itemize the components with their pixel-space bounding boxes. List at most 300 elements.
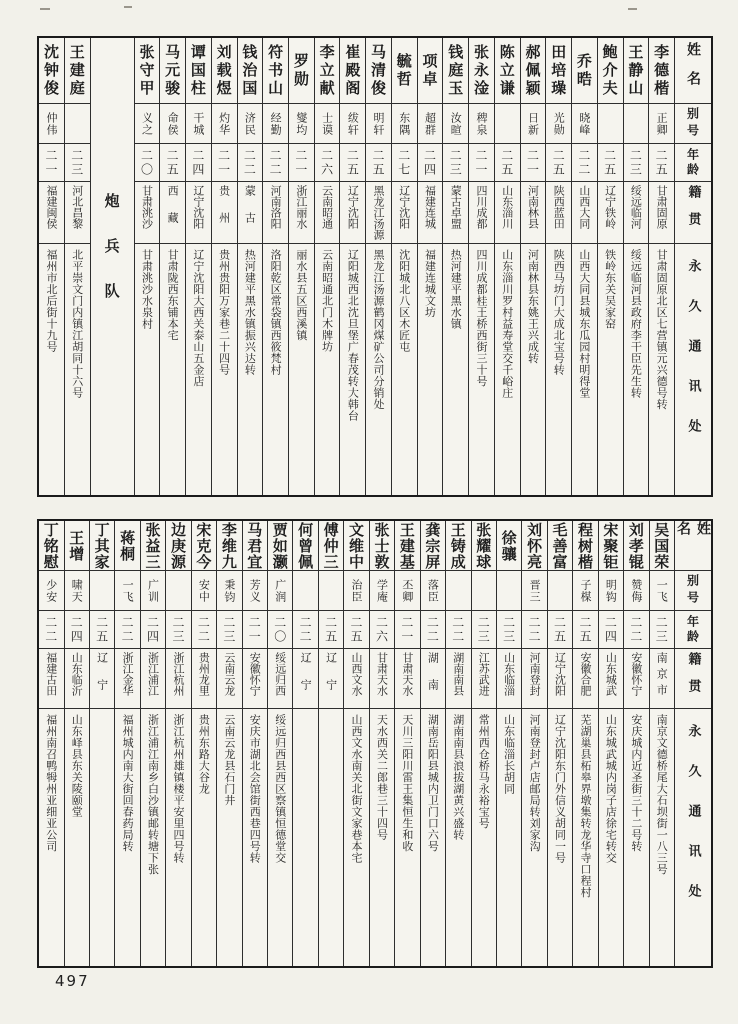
person-age: 二一 <box>43 148 58 177</box>
person-address: 铁岭东关吴家窑 <box>603 249 617 330</box>
native-place-cell <box>65 182 90 244</box>
roster-column <box>370 521 395 966</box>
roster-column <box>39 521 64 966</box>
native-place-cell <box>39 649 63 709</box>
person-age: 二五 <box>345 148 360 177</box>
header-name-label: 姓名 <box>675 521 711 550</box>
roster-column <box>421 521 446 966</box>
header-age-label-cell <box>675 611 711 649</box>
person-native-place: 蒙古 <box>243 185 257 239</box>
name-cell <box>90 521 114 571</box>
age-cell <box>166 611 190 649</box>
age-cell <box>192 611 216 649</box>
age-cell <box>135 144 160 182</box>
native-place-cell <box>340 182 365 244</box>
person-name: 吴国荣 <box>652 521 671 570</box>
age-cell <box>650 611 674 649</box>
alias-cell <box>624 571 648 611</box>
native-place-cell <box>192 649 216 709</box>
person-address: 山西文水南关北街文家巷本宅 <box>350 714 364 864</box>
person-age: 二五 <box>552 615 567 644</box>
person-name: 崔殿阁 <box>343 43 362 98</box>
header-age-label-cell <box>675 144 711 182</box>
person-alias: 超群 <box>423 111 437 136</box>
person-address: 天川三阳川雷王集恒生和收 <box>400 714 414 852</box>
address-cell <box>370 709 394 966</box>
alias-cell <box>395 571 419 611</box>
person-name: 马清俊 <box>369 43 388 98</box>
person-address: 甘肃陇西东铺本宅 <box>166 249 180 341</box>
address-cell <box>65 244 90 495</box>
roster-column <box>546 38 572 495</box>
person-native-place: 甘肃固原 <box>655 185 669 229</box>
header-address-label: 永久通讯处 <box>685 259 701 459</box>
person-native-place: 辽宁沈阳 <box>346 185 360 229</box>
native-place-cell <box>421 649 445 709</box>
name-cell <box>166 521 190 571</box>
roster-column <box>160 38 186 495</box>
name-cell <box>472 521 496 571</box>
alias-cell <box>90 571 114 611</box>
address-cell <box>160 244 185 495</box>
person-address: 安庆市湖北会馆街西巷四号转 <box>248 714 262 864</box>
native-place-cell <box>418 182 443 244</box>
name-cell <box>649 38 674 104</box>
alias-cell <box>624 104 649 144</box>
native-place-cell <box>392 182 417 244</box>
person-address: 芜湖巢县柘皋界墩集转龙华寺口程村 <box>578 714 592 898</box>
section-divider-column <box>91 38 135 495</box>
person-name: 郝佩颖 <box>523 43 542 98</box>
header-column <box>675 521 711 966</box>
native-place-cell <box>624 649 648 709</box>
header-alias-label-cell <box>675 104 711 144</box>
person-name: 文维中 <box>347 521 366 570</box>
person-address: 绥远临河县政府李干臣先生转 <box>629 249 643 399</box>
age-cell <box>522 611 546 649</box>
native-place-cell <box>166 649 190 709</box>
age-cell <box>344 611 368 649</box>
name-cell <box>115 521 139 571</box>
address-cell <box>366 244 391 495</box>
person-age: 二一 <box>247 615 262 644</box>
person-address: 山东淄川罗村益寿堂交千峪庄 <box>500 249 514 399</box>
person-age: 二五 <box>551 148 566 177</box>
alias-cell <box>546 104 571 144</box>
name-cell <box>573 521 597 571</box>
roster-column <box>289 38 315 495</box>
age-cell <box>573 611 597 649</box>
header-native-label: 籍贯 <box>685 652 701 706</box>
person-native-place: 辽宁沈阳 <box>397 185 411 229</box>
person-age: 二三 <box>476 615 491 644</box>
person-age: 二二 <box>425 615 440 644</box>
person-alias: 少安 <box>44 578 58 603</box>
age-cell <box>319 611 343 649</box>
roster-column <box>418 38 444 495</box>
person-native-place: 云南昭通 <box>320 185 334 229</box>
section-divider-label: 炮兵队 <box>102 193 121 328</box>
roster-column <box>649 38 675 495</box>
roster-column <box>186 38 212 495</box>
name-cell <box>39 521 63 571</box>
roster-column <box>446 521 471 966</box>
person-native-place: 福建闽侯 <box>44 185 58 229</box>
person-native-place: 甘肃天水 <box>375 652 389 696</box>
native-place-cell <box>135 182 160 244</box>
person-alias: 芳义 <box>248 578 262 603</box>
person-native-place: 山西文水 <box>350 652 364 696</box>
address-cell <box>315 244 340 495</box>
age-cell <box>263 144 288 182</box>
person-native-place: 山东淄川 <box>500 185 514 229</box>
native-place-cell <box>548 649 572 709</box>
roster-column <box>366 38 392 495</box>
name-cell <box>315 38 340 104</box>
header-column <box>675 38 711 495</box>
name-cell <box>418 38 443 104</box>
roster-column <box>243 521 268 966</box>
person-age: 二五 <box>654 148 669 177</box>
scan-artifact <box>40 8 50 10</box>
name-cell <box>293 521 317 571</box>
person-address: 南京文德桥尾大石坝街一八三号 <box>655 714 669 875</box>
person-native-place: 安徽怀宁 <box>248 652 262 696</box>
person-native-place: 河南洛阳 <box>269 185 283 229</box>
roster-table-bottom <box>37 519 713 968</box>
name-cell <box>469 38 494 104</box>
address-cell <box>263 244 288 495</box>
age-cell <box>238 144 263 182</box>
age-cell <box>115 611 139 649</box>
roster-column <box>65 521 90 966</box>
native-place-cell <box>472 649 496 709</box>
age-cell <box>472 611 496 649</box>
person-alias: 济民 <box>243 111 257 136</box>
person-age: 二六 <box>374 615 389 644</box>
person-address: 湖南南县浪拔湖黄兴盛转 <box>451 714 465 841</box>
roster-column <box>340 38 366 495</box>
header-age-label: 年龄 <box>685 614 700 645</box>
person-age: 二一 <box>399 615 414 644</box>
header-name-label: 姓名 <box>685 41 701 100</box>
person-name: 王静山 <box>626 43 645 98</box>
person-age: 二五 <box>349 615 364 644</box>
person-name: 陈立谦 <box>497 43 516 98</box>
address-cell <box>217 709 241 966</box>
alias-cell <box>497 571 521 611</box>
roster-column <box>472 521 497 966</box>
alias-cell <box>166 571 190 611</box>
name-cell <box>340 38 365 104</box>
name-cell <box>319 521 343 571</box>
scan-artifact <box>628 8 637 10</box>
alias-cell <box>572 104 597 144</box>
person-name: 王建庭 <box>67 43 86 98</box>
name-cell <box>522 521 546 571</box>
native-place-cell <box>212 182 237 244</box>
person-alias: 赞侮 <box>629 578 643 603</box>
person-name: 罗勋 <box>291 52 310 89</box>
person-native-place: 山东城武 <box>604 652 618 696</box>
person-native-place: 浙江金华 <box>121 652 135 696</box>
person-age: 二二 <box>628 615 643 644</box>
person-address: 四川成都桂王桥西街三十号 <box>474 249 488 387</box>
native-place-cell <box>649 182 674 244</box>
alias-cell <box>243 571 267 611</box>
person-address: 河南登封卢店邮局转刘家沟 <box>528 714 542 852</box>
alias-cell <box>649 104 674 144</box>
person-age: 二四 <box>69 615 84 644</box>
alias-cell <box>39 571 63 611</box>
address-cell <box>446 709 470 966</box>
name-cell <box>212 38 237 104</box>
person-address: 天水西关二郎巷三十四号 <box>375 714 389 841</box>
person-alias: 绂轩 <box>346 111 360 136</box>
roster-column <box>39 38 65 495</box>
person-native-place: 河南登封 <box>528 652 542 696</box>
person-name: 沈钟俊 <box>41 43 60 98</box>
person-name: 谭国柱 <box>188 43 207 98</box>
person-address: 热河建平黑水镇 <box>449 249 463 330</box>
person-age: 二三 <box>221 615 236 644</box>
roster-column <box>344 521 369 966</box>
native-place-cell <box>263 182 288 244</box>
person-alias: 稗泉 <box>474 111 488 136</box>
roster-column <box>624 521 649 966</box>
age-cell <box>495 144 520 182</box>
address-cell <box>135 244 160 495</box>
alias-cell <box>418 104 443 144</box>
age-cell <box>443 144 468 182</box>
person-name: 张耀球 <box>474 521 493 570</box>
person-age: 二五 <box>499 148 514 177</box>
person-address: 甘肃洮沙水泉村 <box>140 249 154 330</box>
alias-cell <box>135 104 160 144</box>
roster-column <box>315 38 341 495</box>
age-cell <box>315 144 340 182</box>
name-cell <box>366 38 391 104</box>
name-cell <box>243 521 267 571</box>
person-name: 鲍介夫 <box>600 43 619 98</box>
person-alias: 燮均 <box>294 111 308 136</box>
alias-cell <box>141 571 165 611</box>
person-age: 二四 <box>603 615 618 644</box>
roster-column <box>293 521 318 966</box>
native-place-cell <box>315 182 340 244</box>
person-name: 丁其家 <box>92 521 111 570</box>
alias-cell <box>340 104 365 144</box>
native-place-cell <box>599 649 623 709</box>
person-address: 浙江浦江南乡白沙镇邮转塘下张 <box>146 714 160 875</box>
address-cell <box>186 244 211 495</box>
person-name: 张益三 <box>143 521 162 570</box>
roster-column <box>624 38 650 495</box>
person-alias: 晋三 <box>528 578 542 603</box>
person-address: 洛阳乾区常袋镇西筱梵村 <box>269 249 283 376</box>
person-alias: 晓峰 <box>577 111 591 136</box>
name-cell <box>344 521 368 571</box>
person-age: 二二 <box>576 148 591 177</box>
name-cell <box>495 38 520 104</box>
person-alias: 一飞 <box>655 578 669 603</box>
age-cell <box>289 144 314 182</box>
person-name: 何曾佩 <box>296 521 315 570</box>
age-cell <box>649 144 674 182</box>
roster-column <box>263 38 289 495</box>
native-place-cell <box>160 182 185 244</box>
native-place-cell <box>186 182 211 244</box>
person-native-place: 辽宁 <box>95 652 109 706</box>
person-native-place: 西藏 <box>166 185 180 239</box>
roster-column <box>573 521 598 966</box>
person-native-place: 贵州龙里 <box>197 652 211 696</box>
age-cell <box>65 144 90 182</box>
alias-cell <box>268 571 292 611</box>
address-cell <box>344 709 368 966</box>
native-place-cell <box>344 649 368 709</box>
age-cell <box>39 611 63 649</box>
person-native-place: 甘肃洮沙 <box>140 185 154 229</box>
native-place-cell <box>522 649 546 709</box>
person-alias: 仲伟 <box>44 111 58 136</box>
roster-column <box>141 521 166 966</box>
person-address: 安庆城内近圣街三十二号转 <box>629 714 643 852</box>
person-address: 湖南岳阳县城内卫门口六号 <box>426 714 440 852</box>
address-cell <box>624 244 649 495</box>
person-age: 二二 <box>527 615 542 644</box>
name-cell <box>548 521 572 571</box>
name-cell <box>392 38 417 104</box>
person-age: 二五 <box>323 615 338 644</box>
person-native-place: 蒙古卓盟 <box>449 185 463 229</box>
alias-cell <box>65 571 89 611</box>
address-cell <box>497 709 521 966</box>
alias-cell <box>238 104 263 144</box>
name-cell <box>192 521 216 571</box>
scan-artifact <box>124 6 132 8</box>
native-place-cell <box>293 649 317 709</box>
person-address: 常州西仓桥马永裕宝号 <box>477 714 491 829</box>
address-cell <box>572 244 597 495</box>
address-cell <box>212 244 237 495</box>
age-cell <box>469 144 494 182</box>
roster-column <box>548 521 573 966</box>
person-name: 傅仲三 <box>321 521 340 570</box>
person-address: 绥远归西县西区察镇恒德堂交 <box>273 714 287 864</box>
native-place-cell <box>443 182 468 244</box>
person-age: 二四 <box>145 615 160 644</box>
native-place-cell <box>395 649 419 709</box>
person-native-place: 黑龙江汤源 <box>372 185 386 240</box>
person-native-place: 浙江浦江 <box>146 652 160 696</box>
name-cell <box>289 38 314 104</box>
age-cell <box>212 144 237 182</box>
age-cell <box>90 611 114 649</box>
person-name: 丁铭慰 <box>41 521 60 570</box>
person-native-place: 辽宁铁岭 <box>603 185 617 229</box>
alias-cell <box>65 104 90 144</box>
age-cell <box>624 144 649 182</box>
address-cell <box>340 244 365 495</box>
person-name: 刘载煜 <box>214 43 233 98</box>
name-cell <box>521 38 546 104</box>
person-address: 辽阳城西北沈旦堡广春茂转大韩台 <box>346 249 360 422</box>
person-alias: 干城 <box>191 111 205 136</box>
person-address: 浙江杭州雄镇楼平安里四号转 <box>171 714 185 864</box>
roster-column <box>115 521 140 966</box>
person-address: 北平崇文门内镇江胡同十六号 <box>70 249 84 399</box>
person-alias: 治臣 <box>350 578 364 603</box>
name-cell <box>370 521 394 571</box>
person-address: 山东临淄长胡同 <box>502 714 516 795</box>
native-place-cell <box>546 182 571 244</box>
native-place-cell <box>370 649 394 709</box>
person-age: 二四 <box>422 148 437 177</box>
alias-cell <box>263 104 288 144</box>
person-native-place: 辽宁 <box>324 652 338 706</box>
name-cell <box>217 521 241 571</box>
person-alias: 秉钧 <box>222 578 236 603</box>
person-name: 李德楷 <box>652 43 671 98</box>
native-place-cell <box>366 182 391 244</box>
alias-cell <box>293 571 317 611</box>
person-address: 河南林县东姚王兴成转 <box>526 249 540 364</box>
name-cell <box>39 38 64 104</box>
person-name: 龚宗屏 <box>423 521 442 570</box>
alias-cell <box>573 571 597 611</box>
person-alias: 士谟 <box>320 111 334 136</box>
roster-column <box>495 38 521 495</box>
address-cell <box>472 709 496 966</box>
name-cell <box>263 38 288 104</box>
address-cell <box>192 709 216 966</box>
native-place-cell <box>497 649 521 709</box>
alias-cell <box>495 104 520 144</box>
person-name: 李立献 <box>317 43 336 98</box>
person-name: 张永淦 <box>471 43 490 98</box>
alias-cell <box>319 571 343 611</box>
person-alias: 正卿 <box>655 111 669 136</box>
native-place-cell <box>469 182 494 244</box>
header-name-label-cell <box>675 521 711 571</box>
roster-column <box>135 38 161 495</box>
person-native-place: 四川成都 <box>474 185 488 229</box>
roster-column <box>90 521 115 966</box>
name-cell <box>395 521 419 571</box>
name-cell <box>268 521 292 571</box>
address-cell <box>90 709 114 966</box>
person-native-place: 湖南南县 <box>451 652 465 696</box>
person-name: 李维九 <box>219 521 238 570</box>
person-native-place: 湖南 <box>426 652 440 706</box>
address-cell <box>599 709 623 966</box>
person-address: 贵州东路大谷龙 <box>197 714 211 795</box>
person-age: 二三 <box>448 148 463 177</box>
person-name: 刘孝锟 <box>626 521 645 570</box>
address-cell <box>65 709 89 966</box>
header-alias-label: 别号 <box>685 106 700 141</box>
age-cell <box>141 611 165 649</box>
person-name: 宋克今 <box>194 521 213 570</box>
age-cell <box>497 611 521 649</box>
person-age: 二二 <box>242 148 257 177</box>
address-cell <box>649 244 674 495</box>
name-cell <box>65 38 90 104</box>
person-name: 项卓 <box>420 52 439 89</box>
person-age: 二一 <box>216 148 231 177</box>
address-cell <box>293 709 317 966</box>
